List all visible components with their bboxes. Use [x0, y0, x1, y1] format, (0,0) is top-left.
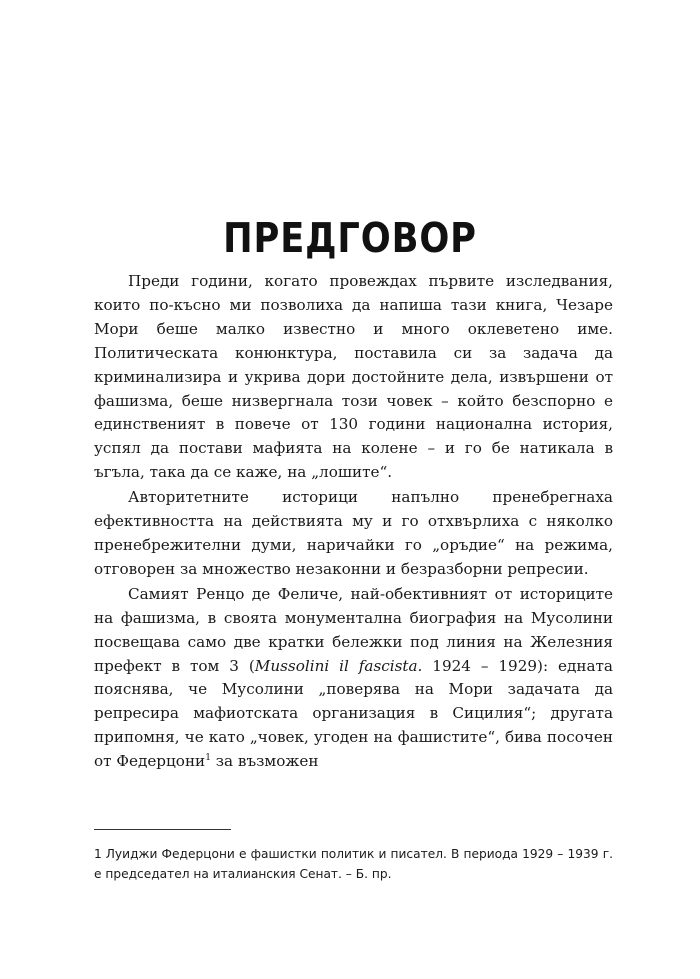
footnote-text: Луиджи Федерцони е фашистки политик и писател. В периода 1929 – 1939 г. е председател на италианския Сенат. – Б. пр. [94, 847, 613, 881]
footnote [94, 845, 613, 884]
book-title-italic: Mussolini il fascista. [254, 656, 423, 675]
paragraph-2: Авторитетните историци напълно пренебрегнаха ефективността на действията му и го отхвърлиха с няколко пренебрежителни думи, наричайки го „оръдие“ на режима, отговорен за множество незаконни и безразборни репресии. [94, 488, 613, 578]
paragraph-3-part-3: за възможен [210, 752, 319, 771]
paragraph-3-part-2: 1924 – 1929): едната пояснява, че Мусолини „поверява на Мори задачата да репресира мафиотската организация в Сицилия“; другата припомня, че като „човек, угоден на фашистите“, бива посочен от Федерцони [94, 656, 613, 771]
footnote-number: 1 [94, 847, 102, 861]
paragraph-3-part-1: Самият Ренцо де Феличе, най-обективният от историците на фашизма, в своята монументална биография на Мусолини посвещава само две кратки бележки под линия на Железния префект в том 3 ( [94, 584, 613, 675]
paragraph-1: Преди години, когато провеждах първите изследвания, които по-късно ми позволиха да напиша тази книга, Чезаре Мори беше малко известно и много оклеветено име. Политическата конюнктура, поставила си за задача да криминализира и укрива дори достойните дела, извършени от фашизма, беше низвергнала този човек – който безспорно е единственият в повече от 130 години национална история, успял да постави мафията на колене – и го бе натикала в ъгъла, така да се каже, на „лошите“. [94, 272, 613, 482]
body-text [94, 270, 613, 774]
footnote-divider [94, 829, 231, 830]
footnote-reference[interactable]: 1 [205, 753, 211, 764]
chapter-title: ПРЕДГОВОР [223, 214, 477, 263]
paragraph-3 [94, 583, 613, 774]
